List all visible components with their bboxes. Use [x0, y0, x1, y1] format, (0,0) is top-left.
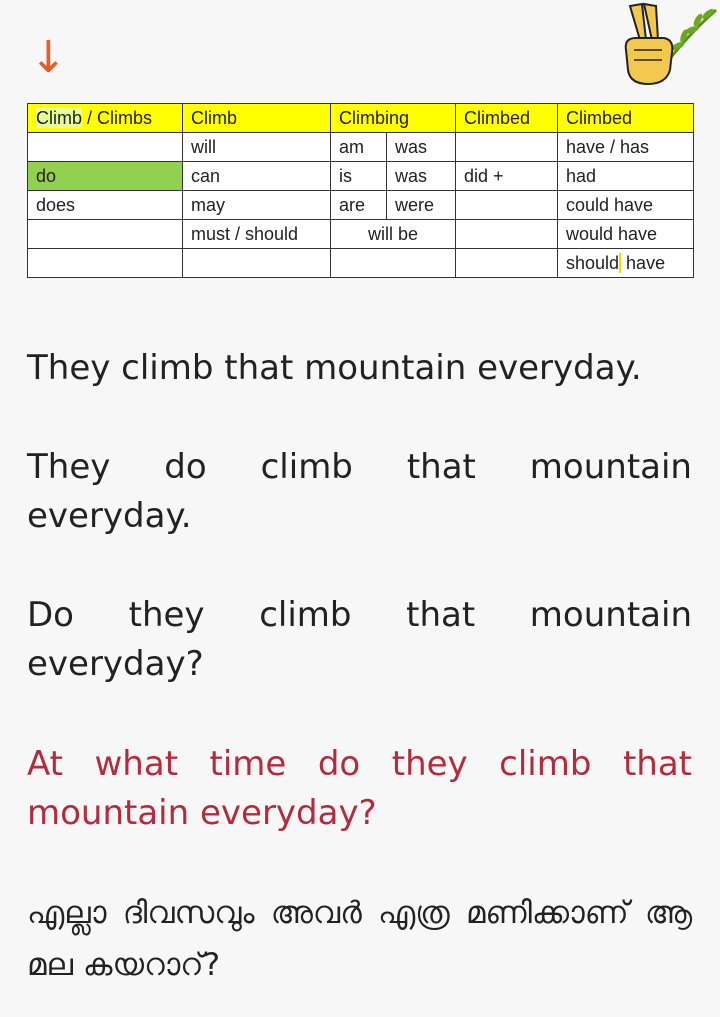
table-cell: [456, 133, 558, 162]
table-row: [28, 162, 694, 191]
table-cell: [558, 249, 694, 278]
sentence-question: Do they climb that mountain everyday?: [27, 595, 692, 684]
sentence-emphatic: They do climb that mountain everyday.: [27, 447, 692, 536]
table-cell: [28, 249, 183, 278]
table-cell: [456, 249, 558, 278]
header-cell: [28, 104, 183, 133]
header-cell: Climbing: [331, 104, 456, 133]
table-cell: must / should: [183, 220, 331, 249]
table-cell: [456, 220, 558, 249]
header-cell: Climbed: [558, 104, 694, 133]
table-cell: will: [183, 133, 331, 162]
sentence-malayalam: എല്ലാ ദിവസവും അവർ എത്ര മണിക്കാണ് ആ മല കയറാറ്?: [27, 895, 692, 983]
table-cell: is: [331, 162, 387, 191]
table-cell: may: [183, 191, 331, 220]
down-arrow-icon: ↓: [30, 32, 67, 83]
table-cell: am: [331, 133, 387, 162]
table-cell: have / has: [558, 133, 694, 162]
header-climbs: / Climbs: [82, 107, 153, 128]
table-cell: was: [387, 162, 456, 191]
table-row: [28, 133, 694, 162]
table-cell: was: [387, 133, 456, 162]
table-cell-do: do: [28, 162, 183, 191]
table-cell: had: [558, 162, 694, 191]
text-cursor-highlight: should: [566, 252, 620, 273]
verb-forms-table: [27, 103, 694, 278]
header-climb-highlight: Climb: [36, 107, 83, 128]
sentence-wh-question: At what time do they climb that mountain everyday?: [27, 744, 692, 833]
table-cell: [183, 249, 331, 278]
table-cell: did +: [456, 162, 558, 191]
table-cell: will be: [331, 220, 456, 249]
table-cell: does: [28, 191, 183, 220]
table-cell: [28, 133, 183, 162]
table-row: [28, 249, 694, 278]
sentence-affirmative: They climb that mountain everyday.: [27, 348, 642, 388]
table-cell: were: [387, 191, 456, 220]
victory-hand-icon: [612, 0, 720, 92]
table-row: [28, 191, 694, 220]
table-cell: would have: [558, 220, 694, 249]
table-header-row: [28, 104, 694, 133]
table-cell: [28, 220, 183, 249]
table-cell-text: have: [621, 252, 666, 273]
table-row: [28, 220, 694, 249]
header-cell: Climbed: [456, 104, 558, 133]
table-cell: can: [183, 162, 331, 191]
header-cell: Climb: [183, 104, 331, 133]
table-cell: [331, 249, 456, 278]
table-cell: could have: [558, 191, 694, 220]
table-cell: [456, 191, 558, 220]
table-cell: are: [331, 191, 387, 220]
